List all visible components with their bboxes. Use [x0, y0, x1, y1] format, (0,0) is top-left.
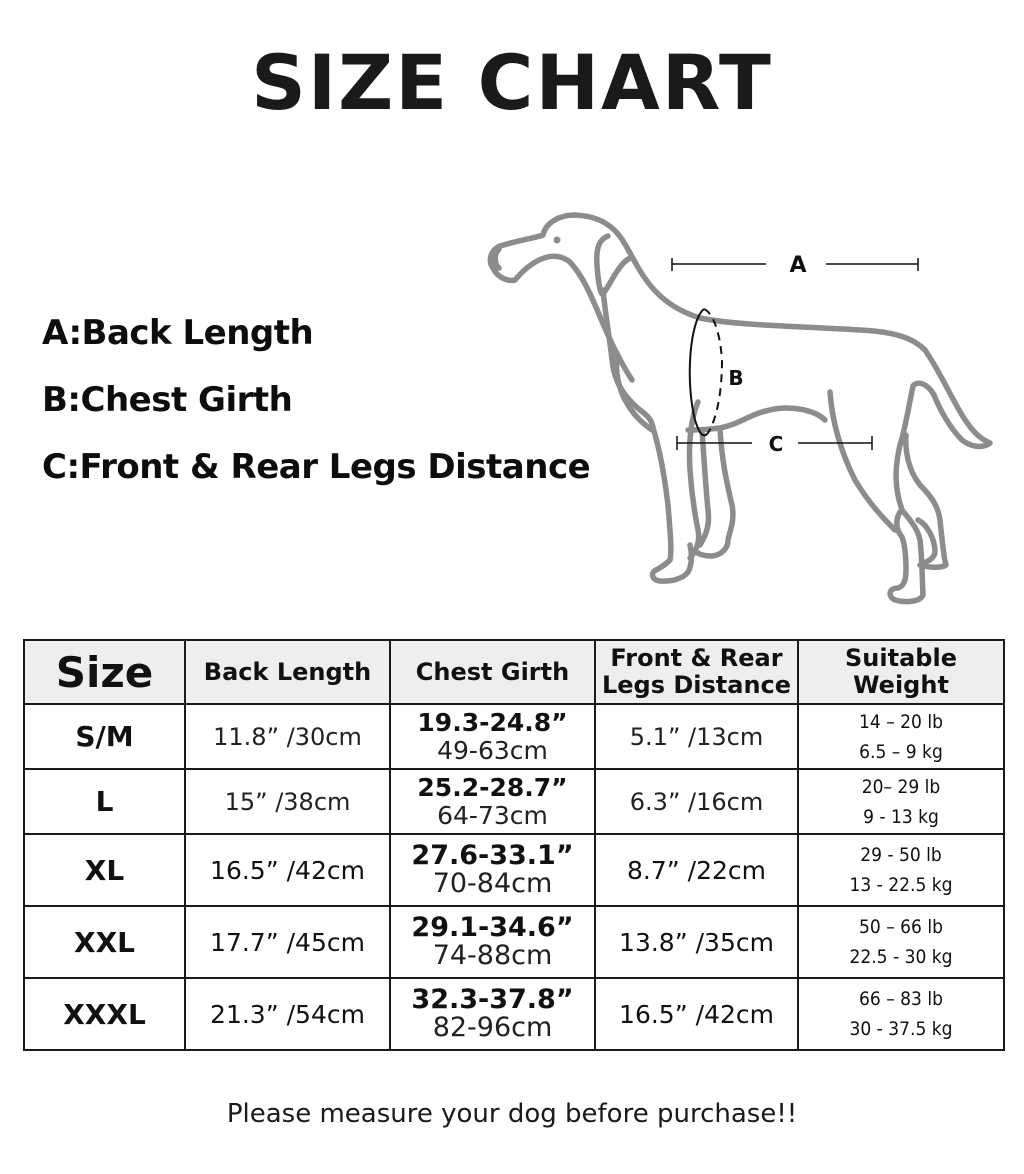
size-cell: L [24, 769, 185, 834]
table-row [24, 978, 1004, 1050]
back-length-cell: 21.3” /54cm [185, 978, 390, 1050]
chest-girth-cm: 70-84cm [432, 868, 553, 899]
legs-distance-cell: 16.5” /42cm [595, 978, 798, 1050]
chest-girth-cell [390, 704, 595, 769]
chest-girth-cm: 74-88cm [432, 940, 553, 971]
measure-notice: Please measure your dog before purchase!! [226, 1099, 798, 1129]
weight-kg: 13 - 22.5 kg [849, 874, 953, 896]
header-weight-line2: Weight [853, 671, 949, 699]
header-suitable-weight [798, 640, 1004, 704]
chest-girth-cm: 49-63cm [437, 735, 548, 765]
chest-girth-cell [390, 769, 595, 834]
legend-item-back-length: A:Back Length [42, 313, 314, 353]
table-header-row [24, 640, 1004, 704]
dog-eye-icon [554, 237, 561, 244]
weight-lb: 20– 29 lb [861, 775, 941, 798]
marker-a-label: A [789, 253, 807, 278]
size-cell: XXL [24, 906, 185, 978]
legs-distance-cell: 5.1” /13cm [595, 704, 798, 769]
header-legs-line1: Front & Rear [610, 644, 783, 672]
chest-girth-cell [390, 906, 595, 978]
weight-kg: 30 - 37.5 kg [849, 1018, 953, 1040]
back-length-cell: 17.7” /45cm [185, 906, 390, 978]
table-row [24, 906, 1004, 978]
chest-girth-measure-icon [690, 309, 722, 435]
weight-cell [798, 704, 1004, 769]
chest-girth-cm: 64-73cm [437, 800, 548, 830]
weight-cell [798, 769, 1004, 834]
weight-kg: 6.5 – 9 kg [859, 740, 943, 763]
header-chest-girth: Chest Girth [390, 640, 595, 704]
chest-girth-cm: 82-96cm [432, 1012, 553, 1043]
back-length-cell: 15” /38cm [185, 769, 390, 834]
legs-distance-cell: 6.3” /16cm [595, 769, 798, 834]
chest-girth-inches: 32.3-37.8” [411, 984, 574, 1015]
chest-girth-cell [390, 834, 595, 906]
header-legs-line2: Legs Distance [601, 671, 792, 699]
legs-distance-cell: 13.8” /35cm [595, 906, 798, 978]
chest-girth-inches: 25.2-28.7” [417, 772, 568, 802]
size-table [23, 639, 1005, 1051]
weight-cell [798, 978, 1004, 1050]
weight-lb: 14 – 20 lb [859, 710, 943, 733]
size-cell: XXXL [24, 978, 185, 1050]
back-length-cell: 11.8” /30cm [185, 704, 390, 769]
header-legs-distance [595, 640, 798, 704]
marker-b-label: B [728, 366, 744, 390]
dog-outline-icon [490, 215, 990, 602]
chest-girth-inches: 29.1-34.6” [411, 912, 574, 943]
header-back-length: Back Length [185, 640, 390, 704]
weight-kg: 9 - 13 kg [863, 805, 939, 828]
legs-distance-cell: 8.7” /22cm [595, 834, 798, 906]
table-row [24, 769, 1004, 834]
weight-kg: 22.5 - 30 kg [849, 946, 953, 968]
weight-lb: 66 – 83 lb [859, 988, 943, 1010]
page-title: SIZE CHART [251, 38, 773, 127]
table-row [24, 704, 1004, 769]
legend-item-chest-girth: B:Chest Girth [42, 380, 293, 420]
weight-cell [798, 906, 1004, 978]
chest-girth-inches: 27.6-33.1” [411, 840, 574, 871]
chest-girth-cell [390, 978, 595, 1050]
size-cell: XL [24, 834, 185, 906]
weight-lb: 29 - 50 lb [860, 844, 942, 866]
chest-girth-inches: 19.3-24.8” [417, 707, 568, 737]
weight-lb: 50 – 66 lb [859, 916, 943, 938]
table-row [24, 834, 1004, 906]
legend-item-legs-distance: C:Front & Rear Legs Distance [42, 447, 591, 487]
size-cell: S/M [24, 704, 185, 769]
header-weight-line1: Suitable [845, 644, 957, 672]
dog-measurement-diagram [480, 200, 1010, 620]
weight-cell [798, 834, 1004, 906]
header-size: Size [24, 640, 185, 704]
back-length-cell: 16.5” /42cm [185, 834, 390, 906]
marker-c-label: C [768, 432, 784, 456]
